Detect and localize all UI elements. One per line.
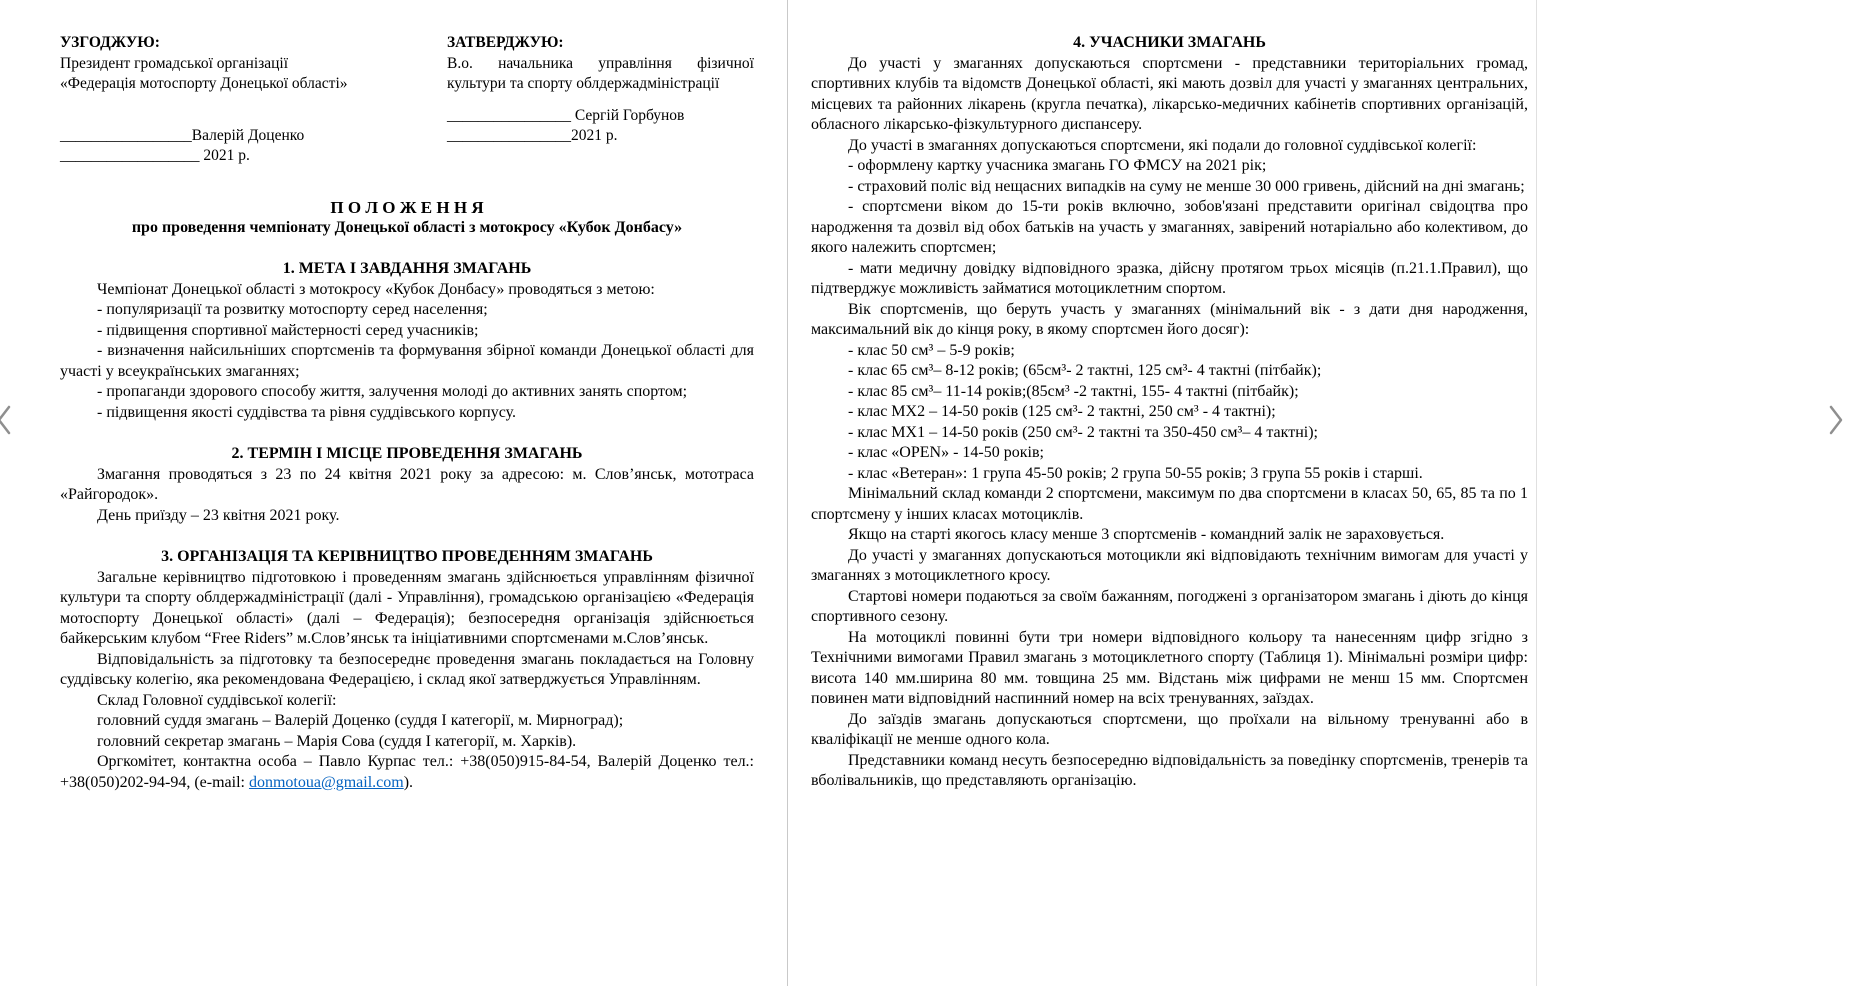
paragraph: До участі у змаганнях допускаються мотоцикли які відповідають технічним вимогам для участі у змаганнях з мотоциклетного кросу. <box>811 546 1528 584</box>
section-heading: 3. ОРГАНІЗАЦІЯ ТА КЕРІВНИЦТВО ПРОВЕДЕННЯМ ЗМАГАНЬ <box>161 548 653 565</box>
paragraph <box>60 752 754 793</box>
section-heading: 4. УЧАСНИКИ ЗМАГАНЬ <box>1073 34 1266 51</box>
page-2-body <box>811 33 1528 792</box>
paragraph: - популяризації та розвитку мотоспорту серед населення; <box>97 301 488 318</box>
page-1-body <box>60 259 754 793</box>
paragraph: - клас 65 см³– 8-12 років; (65см³- 2 тактні, 125 см³- 4 тактні (пітбайк); <box>848 362 1322 379</box>
document-page-2 <box>788 0 1537 986</box>
paragraph: Загальне керівництво підготовкою і проведенням змагань здійснюється управлінням фізичної культури та спорту облдержадміністрації (далі - Управління), громадською організацією «Федерація мотоспорту Донецької області» (далі – Федерація); безпосередня організація здійснюється байкерським клубом “Free Riders” м.Слов’янськ та ініціативними спортсменами м.Слов’янськ. <box>60 568 754 647</box>
paragraph: - клас МХ2 – 14-50 років (125 см³- 2 тактні, 250 см³ - 4 тактні); <box>848 403 1276 420</box>
approval-line: В.о. начальника управління фізичної <box>447 54 754 72</box>
paragraph: - клас 50 см³ – 5-9 років; <box>848 341 1015 359</box>
document-title: П О Л О Ж Е Н Н Я <box>330 197 484 217</box>
approval-title: ЗАТВЕРДЖУЮ: <box>447 34 564 51</box>
paragraph: Представники команд несуть безпосередню відповідальність за поведінку спортсменів, тренерів та вболівальників, що представляють організацію. <box>811 751 1528 789</box>
paragraph: - підвищення спортивної майстерності серед учасників; <box>97 321 479 339</box>
paragraph: Відповідальність за підготовку та безпосереднє проведення змагань покладається на Головну суддівську колегію, яка рекомендована Федерацією, і склад якої затверджується Управлінням. <box>60 650 754 688</box>
paragraph: До участі у змаганнях допускаються спортсмени - представники територіальних громад, спортивних клубів та відомств Донецької області, які мають дозвіл для участі у змаганнях центральних, місцевих та районних лікарень (кругла печатка), лікарсько-медичних кабінетів спортивних організацій, обласного лікарсько-фізкультурного диспансеру. <box>811 54 1528 133</box>
next-page-button[interactable] <box>1822 400 1850 440</box>
approval-line: культури та спорту облдержадміністрації <box>447 75 720 92</box>
paragraph: Змагання проводяться з 23 по 24 квітня 2021 року за адресою: м. Слов’янськ, мототраса «Райгородок». <box>60 465 754 503</box>
paragraph: - клас «Ветеран»: 1 група 45-50 років; 2 група 50-55 років; 3 група 55 років і старші. <box>848 464 1423 482</box>
paragraph: На мотоциклі повинні бути три номери відповідного кольору та нанесенням цифр згідно з Технічними вимогами Правил змагань з мотоциклетного спорту (Таблиця 1). Мінімальні розміри цифр: висота 140 мм.ширина 80 мм. товщина 25 мм. Відстань між цифрами не менш 15 мм. Спортсмен повинен мати відповідний наспинний номер на всіх тренуваннях, заїздах. <box>811 628 1528 707</box>
paragraph-text: Оргкомітет, контактна особа – Павло Курпас тел.: +38(050)915-84-54, Валерій Доценко тел.: +38(050)202-94-94, (e-mail: <box>60 753 754 791</box>
approval-block-uzgodzhuyu <box>60 33 352 167</box>
email-link[interactable]: donmotoua@gmail.com <box>248 773 404 791</box>
approval-block-zatverdzhuyu <box>447 33 754 167</box>
paragraph: Склад Головної суддівської колегії: <box>97 691 337 709</box>
paragraph: - клас МХ1 – 14-50 років (250 см³- 2 тактні та 350-450 см³– 4 тактні); <box>848 423 1318 441</box>
paragraph: Вік спортсменів, що беруть участь у змаганнях (мінімальний вік - з дати дня народження, максимальний вік до кінця року, в якому спортсмен його досяг): <box>811 300 1528 338</box>
paragraph-text: ). <box>403 773 414 791</box>
paragraph: Чемпіонат Донецької області з мотокросу «Кубок Донбасу» проводяться з метою: <box>97 280 655 298</box>
paragraph: - спортсмени віком до 15-ти років включно, зобов'язані представити оригінал свідоцтва про народження та дозвіл від обох батьків на участь у змаганнях, завірений нотаріально або колективом, до якого належить спортсмен; <box>811 198 1528 256</box>
paragraph: - визначення найсильніших спортсменів та формування збірної команди Донецької області для участі у всеукраїнських змаганнях; <box>60 342 754 380</box>
section-heading: 2. ТЕРМІН І МІСЦЕ ПРОВЕДЕННЯ ЗМАГАНЬ <box>231 445 583 462</box>
signature-date-line: __________________ 2021 р. <box>60 147 250 164</box>
signature-name-line: ________________ Сергій Горбунов <box>447 106 685 124</box>
signature-block <box>60 126 352 167</box>
paragraph: До участі в змаганнях допускаються спортсмени, які подали до головної суддівської колегії: <box>848 136 1477 154</box>
paragraph: - підвищення якості суддівства та рівня суддівського корпусу. <box>97 403 516 421</box>
chevron-left-icon <box>0 405 12 435</box>
signature-date-line: ________________2021 р. <box>447 127 618 144</box>
approval-line: Президент громадської організації <box>60 54 289 72</box>
paragraph: - оформлену картку учасника змагань ГО ФМСУ на 2021 рік; <box>848 157 1267 174</box>
section-heading: 1. МЕТА І ЗАВДАННЯ ЗМАГАНЬ <box>282 260 532 277</box>
paragraph: - пропаганди здорового способу життя, залучення молоді до активних занять спортом; <box>97 383 688 400</box>
prev-page-button[interactable] <box>0 400 18 440</box>
paragraph: Стартові номери подаються за своїм бажанням, погоджені з організатором змагань і діють до кінця спортивного сезону. <box>811 587 1528 625</box>
paragraph: День приїзду – 23 квітня 2021 року. <box>97 506 340 524</box>
signature-block <box>447 106 754 147</box>
chevron-right-icon <box>1828 405 1844 435</box>
approval-header <box>60 33 754 167</box>
paragraph: - клас «OPEN» - 14-50 років; <box>848 444 1044 461</box>
paragraph: - мати медичну довідку відповідного зразка, дійсну протягом трьох місяців (п.21.1.Правил), що підтверджує можливість займатися мотоциклетним спортом. <box>811 259 1528 297</box>
document-page-1 <box>0 0 788 986</box>
paragraph: - страховий поліс від нещасних випадків на суму не менше 30 000 гривень, дійсний на дні змагань; <box>848 177 1525 195</box>
paragraph: Якщо на старті якогось класу менше 3 спортсменів - командний залік не зараховується. <box>848 526 1445 543</box>
paragraph: - клас 85 см³– 11-14 років;(85см³ -2 тактні, 155- 4 тактні (пітбайк); <box>848 382 1299 400</box>
paragraph: головний суддя змагань – Валерій Доценко (суддя І категорії, м. Мирноград); <box>97 712 624 729</box>
paragraph: Мінімальний склад команди 2 спортсмени, максимум по два спортсмени в класах 50, 65, 85 та по 1 спортсмену у інших класах мотоциклів. <box>811 485 1528 523</box>
paragraph: головний секретар змагань – Марія Сова (суддя І категорії, м. Харків). <box>97 732 577 750</box>
approval-title: УЗГОДЖУЮ: <box>60 34 160 51</box>
approval-line: «Федерація мотоспорту Донецької області» <box>60 75 348 92</box>
document-subtitle: про проведення чемпіонату Донецької області з мотокросу «Кубок Донбасу» <box>131 218 683 236</box>
paragraph: До заїздів змагань допускаються спортсмени, що проїхали на вільному тренуванні або в кваліфікації не менше одного кола. <box>811 710 1528 748</box>
signature-name-line: _________________Валерій Доценко <box>60 126 305 144</box>
